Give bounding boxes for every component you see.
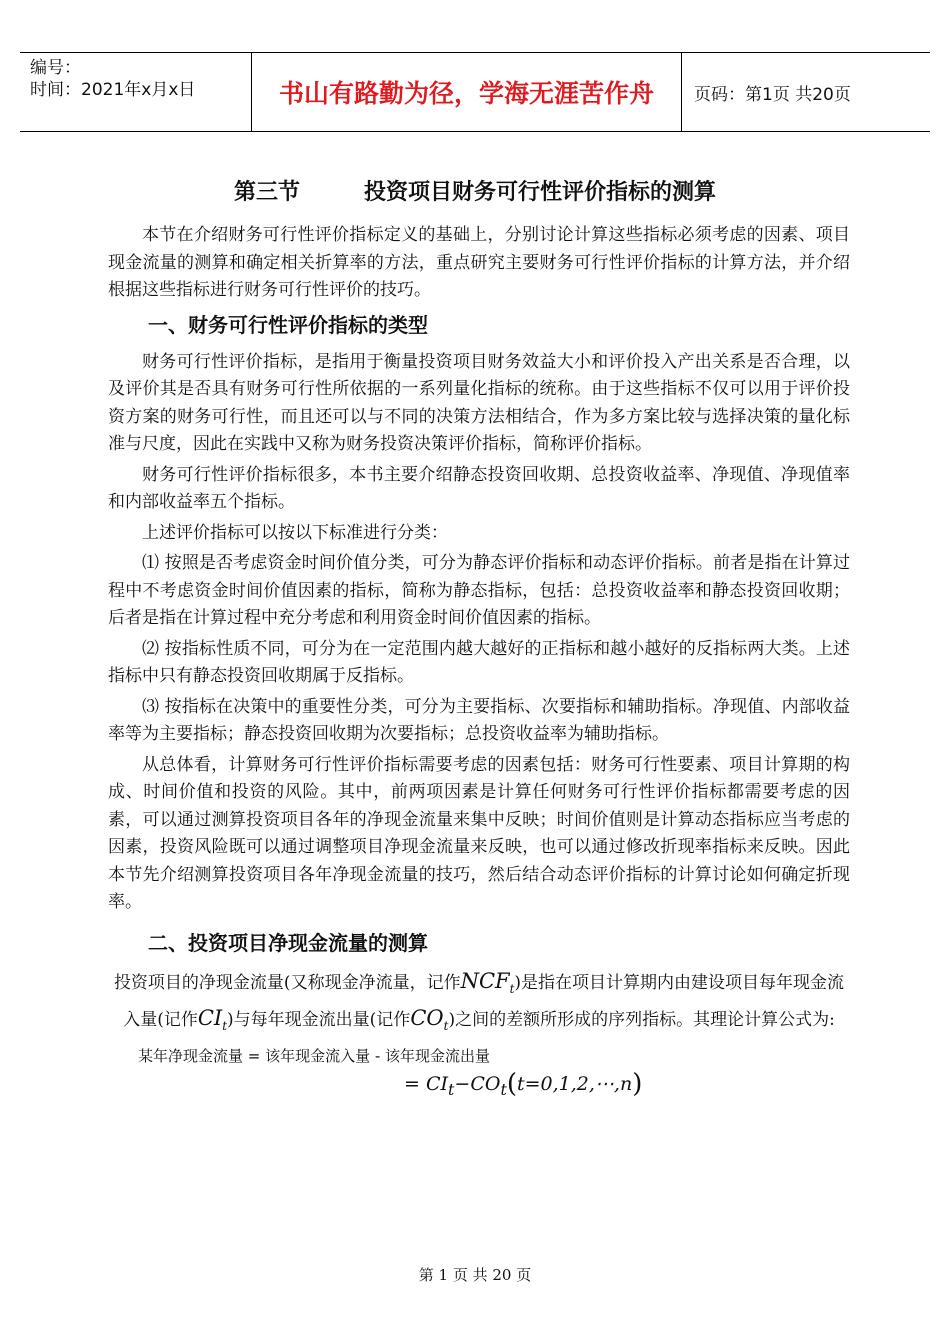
paragraph: ⑴ 按照是否考虑资金时间价值分类，可分为静态评价指标和动态评价指标。前者是指在计算过程中不考虑资金时间价值因素的指标，简称为静态指标，包括：总投资收益率和静态投资回收期；后者是指在计算过程中充分考虑和利用资金时间价值因素的指标。 [108, 553, 850, 628]
section-name: 投资项目财务可行性评价指标的测算 [364, 180, 717, 205]
header-meta [20, 53, 252, 131]
paragraph: ⑵ 按指标性质不同，可分为在一定范围内越大越好的正指标和越小越好的反指标两大类。上述指标中只有静态投资回收期属于反指标。 [108, 638, 850, 686]
page-footer: 第 1 页 共 20 页 [418, 1266, 532, 1284]
paragraph: 财务可行性评价指标，是指用于衡量投资项目财务效益大小和评价投入产出关系是否合理，以及评价其是否具有财务可行性所依据的一系列量化指标的统称。由于这些指标不仅可以用于评价投资方案的财务可行性，而且还可以与不同的决策方法相结合，作为多方案比较与选择决策的量化标准与尺度，因此在实践中又称为财务投资决策评价指标，简称评价指标。 [108, 351, 850, 454]
paragraph: 从总体看，计算财务可行性评价指标需要考虑的因素包括：财务可行性要素、项目计算期的构成、时间价值和投资的风险。其中，前两项因素是计算任何财务可行性评价指标都需要考虑的因素，可以通过测算投资项目各年的净现金流量来集中反映；时间价值则是计算动态指标应当考虑的因素，投资风险既可以通过调整项目净现金流量来反映，也可以通过修改折现率指标来反映。因此本节先介绍测算投资项目各年净现金流量的技巧，然后结合动态评价指标的计算讨论如何确定折现率。 [108, 754, 850, 912]
paragraph: 上述评价指标可以按以下标准进行分类： [142, 522, 448, 543]
number-label: 编号： [30, 58, 81, 78]
intro-paragraph: 本节在介绍财务可行性评价指标定义的基础上，分别讨论计算这些指标必须考虑的因素、项目现金流量的测算和确定相关折算率的方法，重点研究主要财务可行性评价指标的计算方法，并介绍根据这些指标进行财务可行性评价的技巧。 [108, 225, 850, 300]
section-number: 第三节 [233, 180, 300, 205]
section1-heading: 一、财务可行性评价指标的类型 [148, 312, 428, 337]
ncf-definition: 投资项目的净现金流量(又称现金净流量，记作$NCF_t$)是指在项目计算期内由建设项目每年现金流入量(记作$CI_t$)与每年现金流出量(记作$CO_t$)之间的差额所形成的序列指标。其理论计算公式为: [113, 968, 845, 1033]
time-label: 时间：2021年x月x日 [30, 80, 196, 100]
paragraph: 财务可行性评价指标很多，本书主要介绍静态投资回收期、总投资收益率、净现值、净现值率和内部收益率五个指标。 [108, 464, 850, 512]
formula-text: 某年净现金流量 = 该年现金流入量 - 该年现金流出量 [138, 1046, 491, 1065]
page-header [20, 52, 930, 132]
header-page-info: 页码：第1页 共20页 [694, 84, 851, 105]
document-body [108, 222, 850, 1105]
section2-heading: 二、投资项目净现金流量的测算 [148, 930, 428, 955]
ci-symbol: $CI_t$ [197, 1005, 228, 1033]
header-motto: 书山有路勤为径，学海无涯苦作舟 [252, 53, 682, 131]
formula-math: = $CI_t-CO_t(t=0,1,2,\cdots,n)$ [404, 1068, 643, 1099]
document-title [0, 175, 950, 206]
paragraph: ⑶ 按指标在决策中的重要性分类，可分为主要指标、次要指标和辅助指标。净现值、内部收益率等为主要指标；静态投资回收期为次要指标；总投资收益率为辅助指标。 [108, 696, 850, 744]
ncf-symbol: $NCF_t$ [460, 968, 515, 996]
co-symbol: $CO_t$ [410, 1005, 449, 1033]
